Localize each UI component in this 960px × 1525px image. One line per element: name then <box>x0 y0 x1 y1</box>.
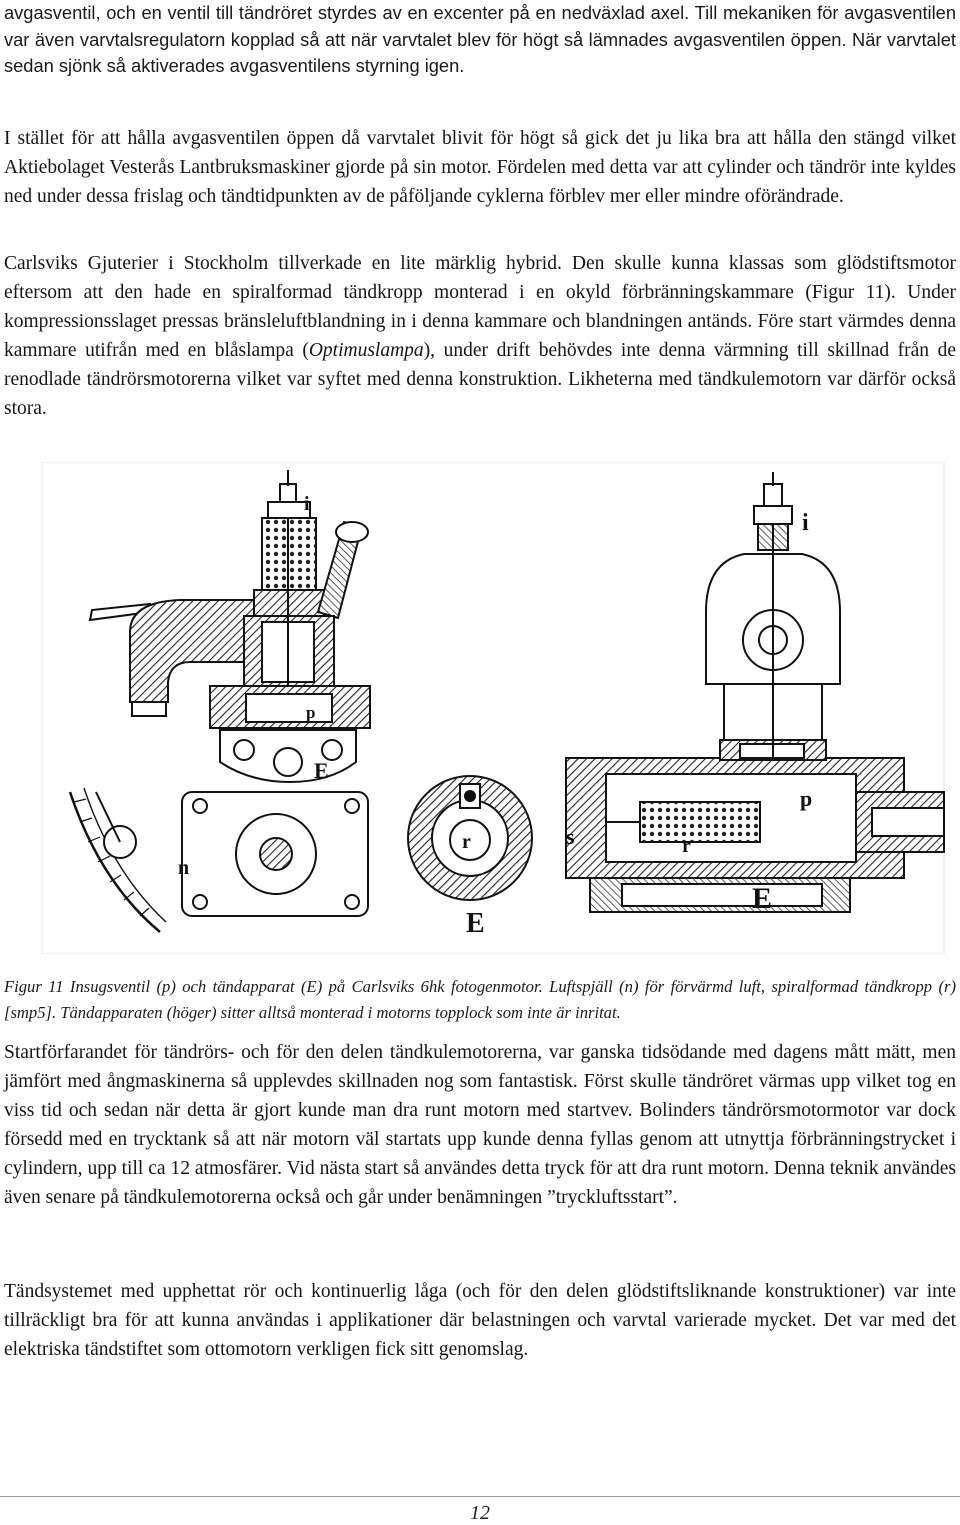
right-label-r: r <box>682 835 691 857</box>
right-label-p: p <box>800 786 813 811</box>
right-label-i: i <box>802 510 809 536</box>
paragraph-3 <box>4 249 956 423</box>
left-label-r: r <box>462 831 471 853</box>
paragraph-1: avgasventil, och en ventil till tändröret styrdes av en excenter på en nedväxlad axel. Till mekaniken för avgasventilen var även varvtalsregulatorn kopplad så att när varvtalet blev för högt så lämnades avgasventilen öppen. När varvtalet sedan sjönk så aktiverades avgasventilens styrning igen. <box>4 2 956 76</box>
left-label-i: i <box>304 493 310 515</box>
paragraph-3-text-b: ), under drift behövdes inte denna värmning till skillnad från de renodlade tändrörsmotorerna vilket var syftet med denna konstruktion. Likheterna med tändkulemotorn var därför också stora. <box>4 340 956 419</box>
left-label-E2: E <box>466 908 485 939</box>
footer-rule <box>0 1496 960 1497</box>
left-label-n: n <box>178 857 190 879</box>
paragraph-3-emphasis: Optimuslampa <box>308 340 424 361</box>
right-label-E: E <box>752 882 773 915</box>
paragraph-3-text-a: Carlsviks Gjuterier i Stockholm tillverkade en lite märklig hybrid. Den skulle kunna klassas som glödstiftsmotor eftersom att den hade en spiralformad tändkropp monterad i en okyld förbränningskammare (Figur 11). Under kompressionsslaget pressas bränsleluftblandning in i denna kammare och blandningen antänds. Före start värmdes denna kammare utifrån med en blåslampa ( <box>4 253 956 361</box>
page-number: 12 <box>470 1502 490 1524</box>
figure-11 <box>0 462 960 954</box>
left-label-E: E <box>314 758 329 783</box>
figure-caption: Figur 11 Insugsventil (p) och tändapparat (E) på Carlsviks 6hk fotogenmotor. Luftspjäll (n) för förvärmd luft, spiralformad tändkropp (r) [smp5]. Tändapparaten (höger) sitter alltså monterad i motorns topplock som inte är inritat. <box>4 977 956 1022</box>
figure-11-drawing <box>0 462 960 954</box>
right-label-s: s <box>566 824 575 849</box>
paragraph-4: Startförfarandet för tändrörs- och för den delen tändkulemotorerna, var ganska tidsödande med dagens mått mätt, men jämfört med ångmaskinerna så upplevdes skillnaden nog som fantastisk. Först skulle tändröret värmas upp vilket tog en viss tid och sedan när detta är gjort kunde man dra runt motorn med startvev. Bolinders tändrörsmotormotor var dock försedd med en trycktank så att när motorn väl startats upp kunde denna fyllas genom att utnyttja förbränningstrycket i cylindern, upp till ca 12 atmosfärer. Vid nästa start så användes detta tryck för att dra runt motorn. Denna teknik användes även senare på tändkulemotorerna också och går under benämningen ”tryckluftsstart”. <box>4 1042 956 1208</box>
paragraph-5: Tändsystemet med upphettat rör och kontinuerlig låga (och för den delen glödstiftsliknande konstruktioner) var inte tillräckligt bra för att kunna användas i applikationer där belastningen och varvtal varierade mycket. Det var med det elektriska tändstiftet som ottomotorn verkligen fick sitt genomslag. <box>4 1281 956 1360</box>
left-label-p: p <box>306 703 316 722</box>
paragraph-2: I stället för att hålla avgasventilen öppen då varvtalet blivit för högt så gick det ju lika bra att hålla den stängd vilket Aktiebolaget Vesterås Lantbruksmaskiner gjorde på sin motor. Fördelen med detta var att cylinder och tändrör inte kyldes ned under dessa frislag och tändtidpunkten av de påföljande cyklerna förblev mer eller mindre oförändrade. <box>4 128 956 207</box>
